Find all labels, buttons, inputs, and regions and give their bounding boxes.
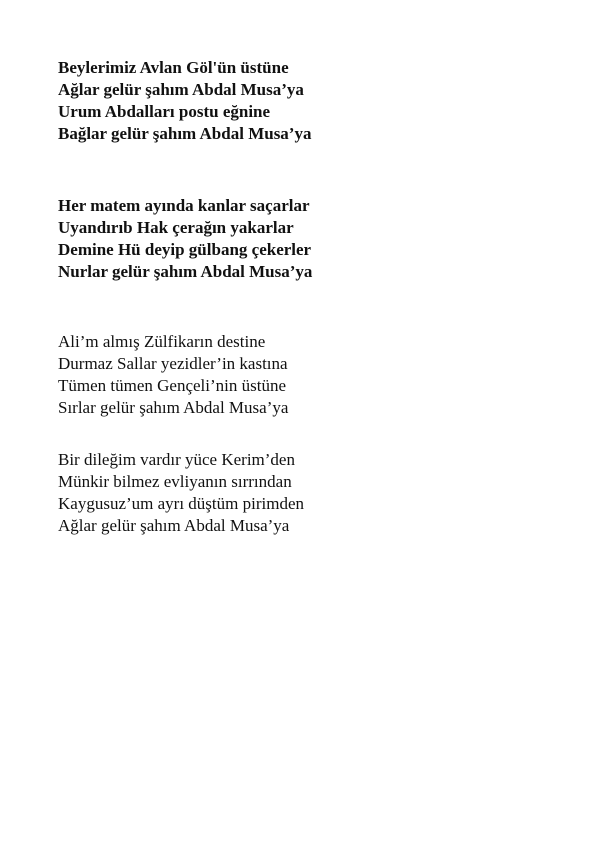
stanza-3-line-1: Ali’m almış Zülfikarın destine	[58, 332, 266, 351]
stanza-1	[58, 57, 311, 145]
stanza-4-line-1: Bir dileğim vardır yüce Kerim’den	[58, 450, 295, 469]
stanza-1-line-3: Urum Abdalları postu eğnine	[58, 102, 271, 121]
stanza-4-line-4: Ağlar gelür şahım Abdal Musa’ya	[58, 516, 290, 535]
stanza-2	[58, 195, 312, 283]
stanza-2-line-1: Her matem ayında kanlar saçarlar	[58, 196, 310, 215]
stanza-4	[58, 449, 304, 537]
stanza-2-line-4: Nurlar gelür şahım Abdal Musa’ya	[58, 262, 313, 281]
stanza-1-line-4: Bağlar gelür şahım Abdal Musa’ya	[58, 124, 312, 143]
stanza-3-line-2: Durmaz Sallar yezidler’in kastına	[58, 354, 288, 373]
stanza-2-line-2: Uyandırıb Hak çerağın yakarlar	[58, 218, 294, 237]
stanza-4-line-3: Kaygusuz’um ayrı düştüm pirimden	[58, 494, 304, 513]
stanza-1-line-1: Beylerimiz Avlan Göl'ün üstüne	[58, 58, 289, 77]
stanza-3	[58, 331, 288, 419]
stanza-1-line-2: Ağlar gelür şahım Abdal Musa’ya	[58, 80, 304, 99]
stanza-4-line-2: Münkir bilmez evliyanın sırrından	[58, 472, 292, 491]
stanza-3-line-3: Tümen tümen Gençeli’nin üstüne	[58, 376, 287, 395]
stanza-3-line-4: Sırlar gelür şahım Abdal Musa’ya	[58, 398, 289, 417]
stanza-2-line-3: Demine Hü deyip gülbang çekerler	[58, 240, 312, 259]
